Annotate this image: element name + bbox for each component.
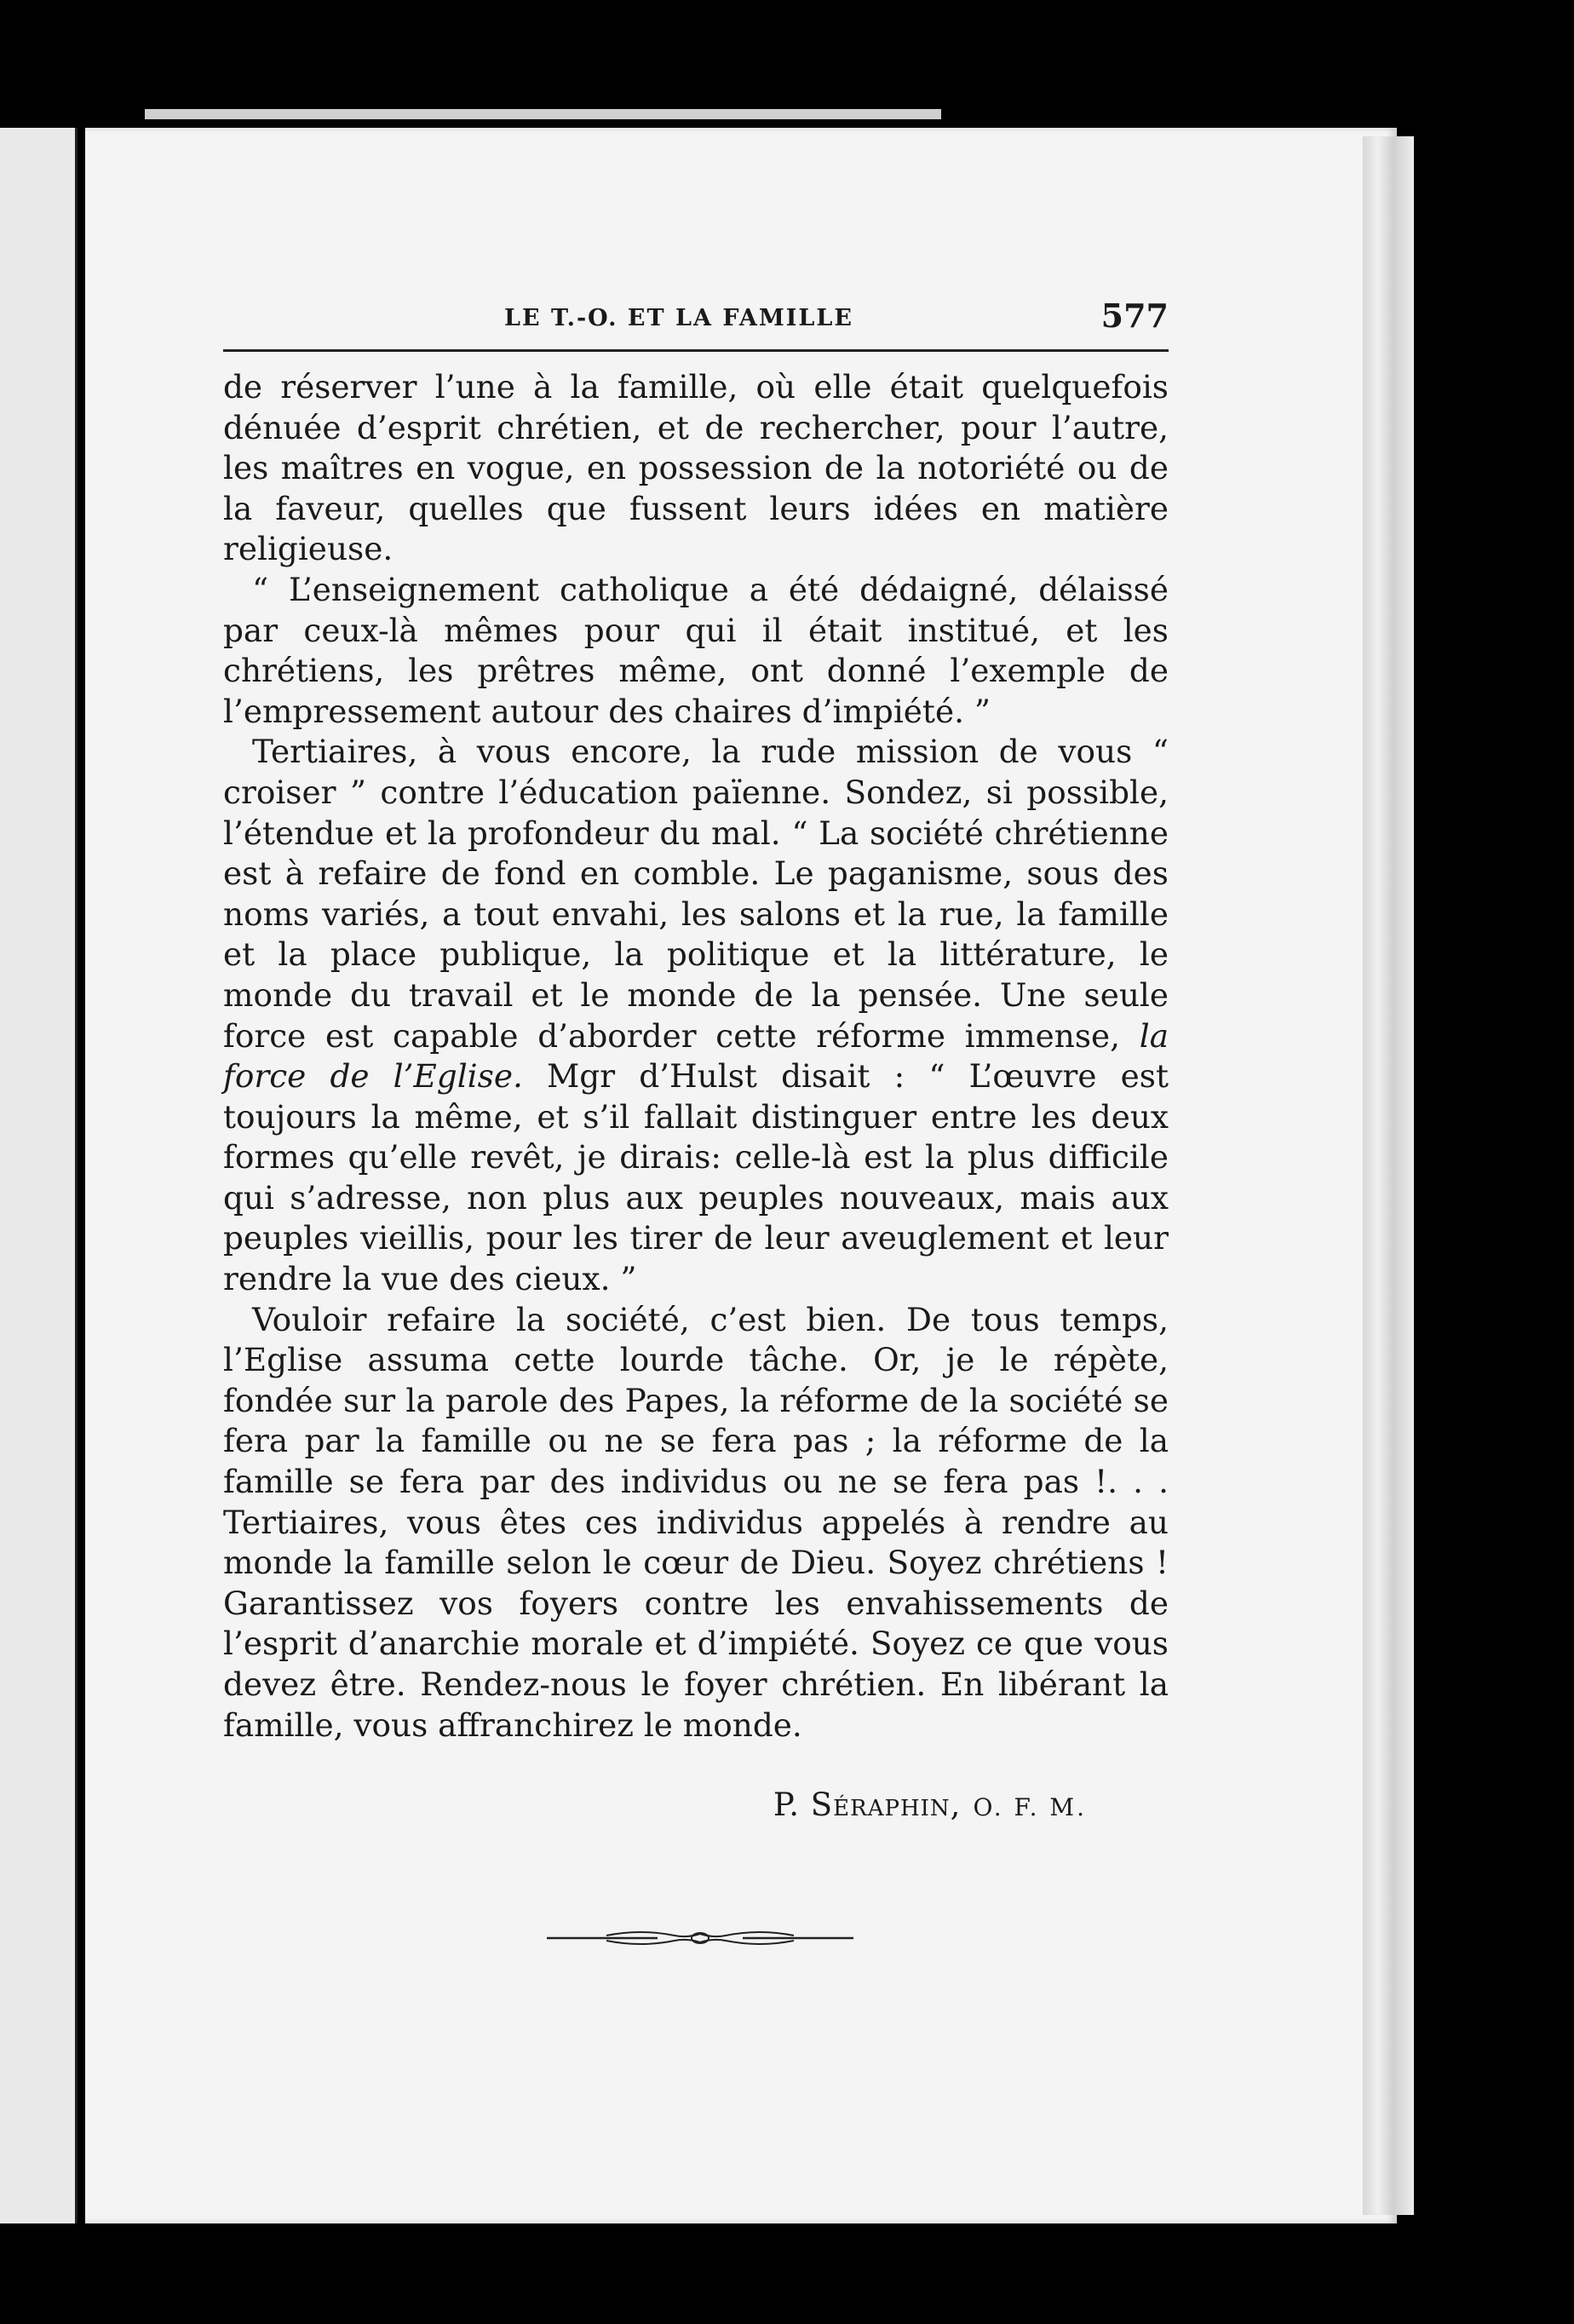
author-name-rest: éraphin,	[833, 1786, 962, 1824]
page-number: 577	[1100, 296, 1169, 335]
paragraph-1: de réserver l’une à la famille, où elle était quelquefois dénuée d’esprit chrétien, et de rechercher, pour l’autre, les maîtres en vogue, en possession de la notoriété ou de la faveur, quelles que fussent leurs idées en matière religieuse.	[223, 368, 1169, 568]
running-head: LE T.-O. ET LA FAMILLE	[504, 305, 853, 331]
body-text	[223, 367, 1169, 1746]
previous-page-edge	[0, 128, 78, 2223]
page-top-strip	[145, 109, 941, 119]
paragraph-2: “ L’enseignement catholique a été dédaigné, délaissé par ceux-là mêmes pour qui il était institué, et les chrétiens, les prêtres même, ont donné l’exemple de l’empressement autour des chaires d’impiété. ”	[223, 570, 1169, 730]
paragraph-3	[223, 732, 1169, 1299]
paragraph-3-italic: la force de l’Eglise.	[223, 1016, 1169, 1096]
paragraph-3-start: Tertiaires, à vous encore, la rude mission de vous “ croiser ” contre l’éducation païenne. Sondez, si possible, l’étendue et la profondeur du mal. “ La société chrétienne est à refaire de fond en comble. Le paganisme, sous des noms variés, a tout envahi, les salons et la rue, la famille et la place publique, la politique et la littérature, le monde du travail et le monde de la pensée. Une seule force est capable d’aborder cette réforme immense,	[223, 733, 1169, 1055]
paragraph-4: Vouloir refaire la société, c’est bien. De tous temps, l’Eglise assuma cette lourde tâche. Or, je le répète, fondée sur la parole des Papes, la réforme de la société se fera par la famille ou ne se fera pas ; la réforme de la famille se fera par des individus ou ne se fera pas !. . . Tertiaires, vous êtes ces individus appelés à rendre au monde la famille selon le cœur de Dieu. Soyez chrétiens ! Garantissez vos foyers contre les envahissements de l’esprit d’anarchie morale et d’impiété. Soyez ce que vous devez être. Rendez-nous le foyer chrétien. En libérant la famille, vous affranchirez le monde.	[223, 1300, 1169, 1744]
author-order: O. F. M.	[973, 1793, 1087, 1822]
page-content	[223, 290, 1169, 1954]
paragraph-3-end: Mgr d’Hulst disait : “ L’œuvre est toujours la même, et s’il fallait distinguer entre les deux formes qu’elle revêt, je dirais: celle-là est la plus difficile qui s’adresse, non plus aux peuples nouveaux, mais aux peuples vieillis, pour les tirer de leur aveuglement et leur rendre la vue des cieux. ”	[223, 1057, 1169, 1298]
signature	[223, 1786, 1169, 1823]
author-name	[773, 1786, 962, 1823]
decorative-rule-ornament	[547, 1925, 853, 1951]
page-stack-edge	[1363, 136, 1414, 2215]
page-header	[223, 290, 1169, 352]
author-initial: P. S	[773, 1786, 834, 1824]
